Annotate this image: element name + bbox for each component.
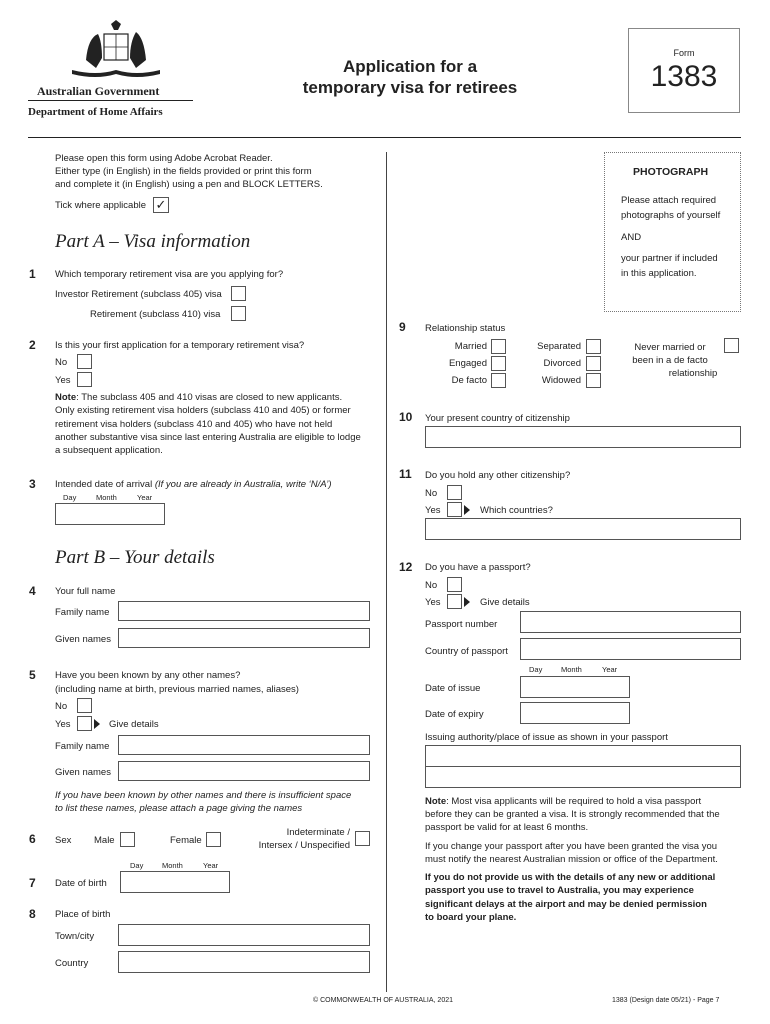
q5-arrow-icon (94, 719, 100, 729)
passport-warning-line4: to board your plane. (425, 912, 517, 923)
q6-indeterminate-checkbox[interactable] (355, 831, 370, 846)
q2-text: Is this your first application for a temporary retirement visa? (55, 340, 305, 351)
photo-line2: photographs of yourself (621, 210, 721, 221)
q6-indet-line2: Intersex / Unspecified (258, 840, 350, 851)
q12-authority-label: Issuing authority/place of issue as shown in your passport (425, 732, 668, 743)
q9-never-married-label (622, 341, 718, 380)
photograph-box (604, 152, 741, 312)
q7-day-label: Day (130, 861, 144, 870)
q6-indeterminate-label (254, 826, 350, 852)
q12-country-field[interactable] (520, 638, 741, 660)
q6-number: 6 (29, 832, 36, 846)
q9-separated-checkbox[interactable] (586, 339, 601, 354)
part-a-title: Part A – Visa information (55, 231, 251, 252)
q2-note-line3: retirement visa holders (subclass 410 and 405) who have not held (55, 419, 333, 430)
q1-text: Which temporary retirement visa are you applying for? (55, 269, 284, 280)
q8-country-label: Country (55, 958, 89, 969)
intro-line3: and complete it (in English) using a pen and BLOCK LETTERS. (55, 179, 323, 190)
q9-never-married-checkbox[interactable] (724, 338, 739, 353)
q5-text: Have you been known by any other names? (55, 670, 241, 681)
header-rule-short (28, 100, 193, 101)
passport-note-line1: : Most visa applicants will be required to hold a visa passport (446, 796, 702, 807)
q11-yes-label: Yes (425, 505, 441, 516)
passport-note-line2: before they can be granted a visa. It is strongly recommended that the (425, 809, 720, 820)
form-label: Form (673, 48, 695, 58)
photograph-title: PHOTOGRAPH (633, 166, 709, 178)
passport-note-line5: must notify the nearest Australian mission or office of the Department. (425, 854, 718, 865)
q12-month-label: Month (561, 665, 582, 674)
form-number-box (628, 28, 740, 113)
q3-number: 3 (29, 477, 36, 491)
header-rule (28, 137, 741, 138)
q12-text: Do you have a passport? (425, 562, 531, 573)
q8-number: 8 (29, 907, 36, 921)
q2-note-line5: a subsequent application. (55, 445, 163, 456)
tick-label: Tick where applicable (55, 200, 146, 211)
q9-defacto-checkbox[interactable] (491, 373, 506, 388)
q12-authority-field-2[interactable] (425, 766, 741, 788)
q8-country-field[interactable] (118, 951, 370, 973)
q7-year-label: Year (203, 861, 219, 870)
q4-family-label: Family name (55, 607, 110, 618)
q9-never-line1: Never married or (634, 342, 706, 353)
passport-note-line4: If you change your passport after you have been granted the visa you (425, 841, 718, 852)
q12-day-label: Day (529, 665, 543, 674)
q3-day-label: Day (63, 493, 77, 502)
q12-passport-number-field[interactable] (520, 611, 741, 633)
q9-separated-label: Separated (537, 341, 581, 352)
q5-family-label: Family name (55, 741, 110, 752)
q5-sub: (including name at birth, previous married names, aliases) (55, 684, 299, 695)
q3-text (55, 478, 332, 491)
footer-page: 1383 (Design date 05/21) - Page 7 (612, 997, 720, 1004)
q2-note-label: Note (55, 392, 77, 403)
q12-expiry-label: Date of expiry (425, 709, 484, 720)
q5-family-name-field[interactable] (118, 735, 370, 755)
q6-female-checkbox[interactable] (206, 832, 221, 847)
q3-hint: (If you are already in Australia, write ‘N/A’) (154, 479, 332, 490)
q12-give-details: Give details (480, 597, 530, 608)
q11-arrow-icon (464, 505, 470, 515)
q2-note-line1: : The subclass 405 and 410 visas are closed to new applicants. (76, 392, 343, 403)
q3-year-label: Year (137, 493, 153, 502)
q6-female-label: Female (170, 835, 202, 846)
government-name: Australian Government (37, 84, 160, 98)
coat-of-arms-logo (66, 20, 166, 84)
q9-engaged-checkbox[interactable] (491, 356, 506, 371)
q12-issue-label: Date of issue (425, 683, 481, 694)
form-number: 1383 (650, 60, 718, 93)
q3-month-label: Month (96, 493, 117, 502)
passport-note-label: Note (425, 796, 447, 807)
q9-married-checkbox[interactable] (491, 339, 506, 354)
q12-passport-number-label: Passport number (425, 619, 498, 630)
q2-yes-checkbox[interactable] (77, 372, 92, 387)
q12-no-checkbox[interactable] (447, 577, 462, 592)
q9-widowed-label: Widowed (541, 375, 581, 386)
passport-note (425, 795, 701, 808)
part-b-title: Part B – Your details (55, 547, 215, 568)
q1-option-405-label: Investor Retirement (subclass 405) visa (55, 289, 222, 300)
q8-town-field[interactable] (118, 924, 370, 946)
q2-number: 2 (29, 338, 36, 352)
q9-engaged-label: Engaged (448, 358, 487, 369)
q12-number: 12 (399, 560, 413, 574)
q7-text: Date of birth (55, 878, 107, 889)
q2-yes-label: Yes (55, 375, 71, 386)
q5-no-checkbox[interactable] (77, 698, 92, 713)
column-divider (386, 152, 387, 992)
q9-defacto-label: De facto (451, 375, 487, 386)
q2-note-line2: Only existing retirement visa holders (subclass 410 and 405) or former (55, 405, 351, 416)
q2-note (55, 391, 342, 404)
q11-no-label: No (425, 488, 438, 499)
tick-mark: ✓ (155, 197, 167, 212)
q12-yes-checkbox[interactable] (447, 594, 462, 609)
q12-year-label: Year (602, 665, 618, 674)
q11-which-label: Which countries? (480, 505, 553, 516)
q10-citizenship-field[interactable] (425, 426, 741, 448)
q2-no-checkbox[interactable] (77, 354, 92, 369)
q1-option-410-checkbox[interactable] (231, 306, 246, 321)
q12-no-label: No (425, 580, 438, 591)
q6-male-checkbox[interactable] (120, 832, 135, 847)
q11-number: 11 (399, 467, 412, 481)
q7-number: 7 (29, 876, 36, 890)
q4-text: Your full name (55, 586, 116, 597)
intro-line2: Either type (in English) in the fields provided or print this form (55, 166, 312, 177)
form-title (280, 56, 540, 98)
photo-line3: your partner if included (621, 253, 718, 264)
q1-option-410-label: Retirement (subclass 410) visa (90, 309, 221, 320)
form-title-line1: Application for a (342, 57, 478, 76)
q9-divorced-checkbox[interactable] (586, 356, 601, 371)
q12-yes-label: Yes (425, 597, 441, 608)
q12-expiry-date-field[interactable] (520, 702, 630, 724)
q11-text: Do you hold any other citizenship? (425, 470, 571, 481)
footer-copyright: © COMMONWEALTH OF AUSTRALIA, 2021 (313, 997, 453, 1004)
q9-widowed-checkbox[interactable] (586, 373, 601, 388)
passport-warning-line2: passport you use to travel to Australia, you may experience (425, 885, 694, 896)
q8-text: Place of birth (55, 909, 111, 920)
department-name: Department of Home Affairs (28, 106, 163, 118)
q12-issue-date-field[interactable] (520, 676, 630, 698)
q7-month-label: Month (162, 861, 183, 870)
passport-warning-line1: If you do not provide us with the details of any new or additional (425, 872, 716, 883)
q4-family-name-field[interactable] (118, 601, 370, 621)
q10-text: Your present country of citizenship (425, 413, 570, 424)
q11-yes-checkbox[interactable] (447, 502, 462, 517)
q5-given-label: Given names (55, 767, 111, 778)
q4-number: 4 (29, 584, 36, 598)
passport-warning-line3: significant delays at the airport and may be denied permission (425, 899, 707, 910)
q9-number: 9 (399, 320, 406, 334)
q9-never-line2: been in a de facto (632, 355, 708, 366)
photo-and: AND (621, 232, 642, 243)
intro-line1: Please open this form using Adobe Acrobat Reader. (55, 153, 273, 164)
q7-birth-date-field[interactable] (120, 871, 230, 893)
q5-no-label: No (55, 701, 68, 712)
q5-yes-label: Yes (55, 719, 71, 730)
q12-authority-field-1[interactable] (425, 745, 741, 767)
q5-given-names-field[interactable] (118, 761, 370, 781)
q8-town-label: Town/city (55, 931, 95, 942)
q5-yes-checkbox[interactable] (77, 716, 92, 731)
q2-note-line4: another substantive visa since last entering Australia are eligible to lodge (55, 432, 361, 443)
q6-male-label: Male (94, 835, 115, 846)
q9-divorced-label: Divorced (543, 358, 581, 369)
q5-number: 5 (29, 668, 36, 682)
q9-text: Relationship status (425, 323, 506, 334)
q6-indet-line1: Indeterminate / (286, 827, 350, 838)
q12-country-label: Country of passport (425, 646, 508, 657)
q4-given-names-field[interactable] (118, 628, 370, 648)
passport-note-line3: passport be valid for at least 6 months. (425, 822, 589, 833)
q3-label: Intended date of arrival (55, 479, 153, 490)
q2-no-label: No (55, 357, 68, 368)
q9-married-label: Married (454, 341, 487, 352)
q4-given-label: Given names (55, 634, 111, 645)
q11-no-checkbox[interactable] (447, 485, 462, 500)
q5-hint-line1: If you have been known by other names and there is insufficient space (55, 790, 352, 801)
q5-give-details: Give details (109, 719, 159, 730)
tick-example-box (153, 197, 169, 213)
q1-number: 1 (29, 267, 36, 281)
q5-hint-line2: to list these names, please attach a page giving the names (55, 803, 303, 814)
q12-arrow-icon (464, 597, 470, 607)
form-title-line2: temporary visa for retirees (302, 78, 518, 97)
q9-never-line3: relationship (668, 368, 718, 379)
q10-number: 10 (399, 410, 413, 424)
q11-countries-field[interactable] (425, 518, 741, 540)
q1-option-405-checkbox[interactable] (231, 286, 246, 301)
q3-arrival-date-field[interactable] (55, 503, 165, 525)
q6-text: Sex (55, 835, 72, 846)
photo-line4: in this application. (621, 268, 697, 279)
photo-line1: Please attach required (621, 195, 717, 206)
